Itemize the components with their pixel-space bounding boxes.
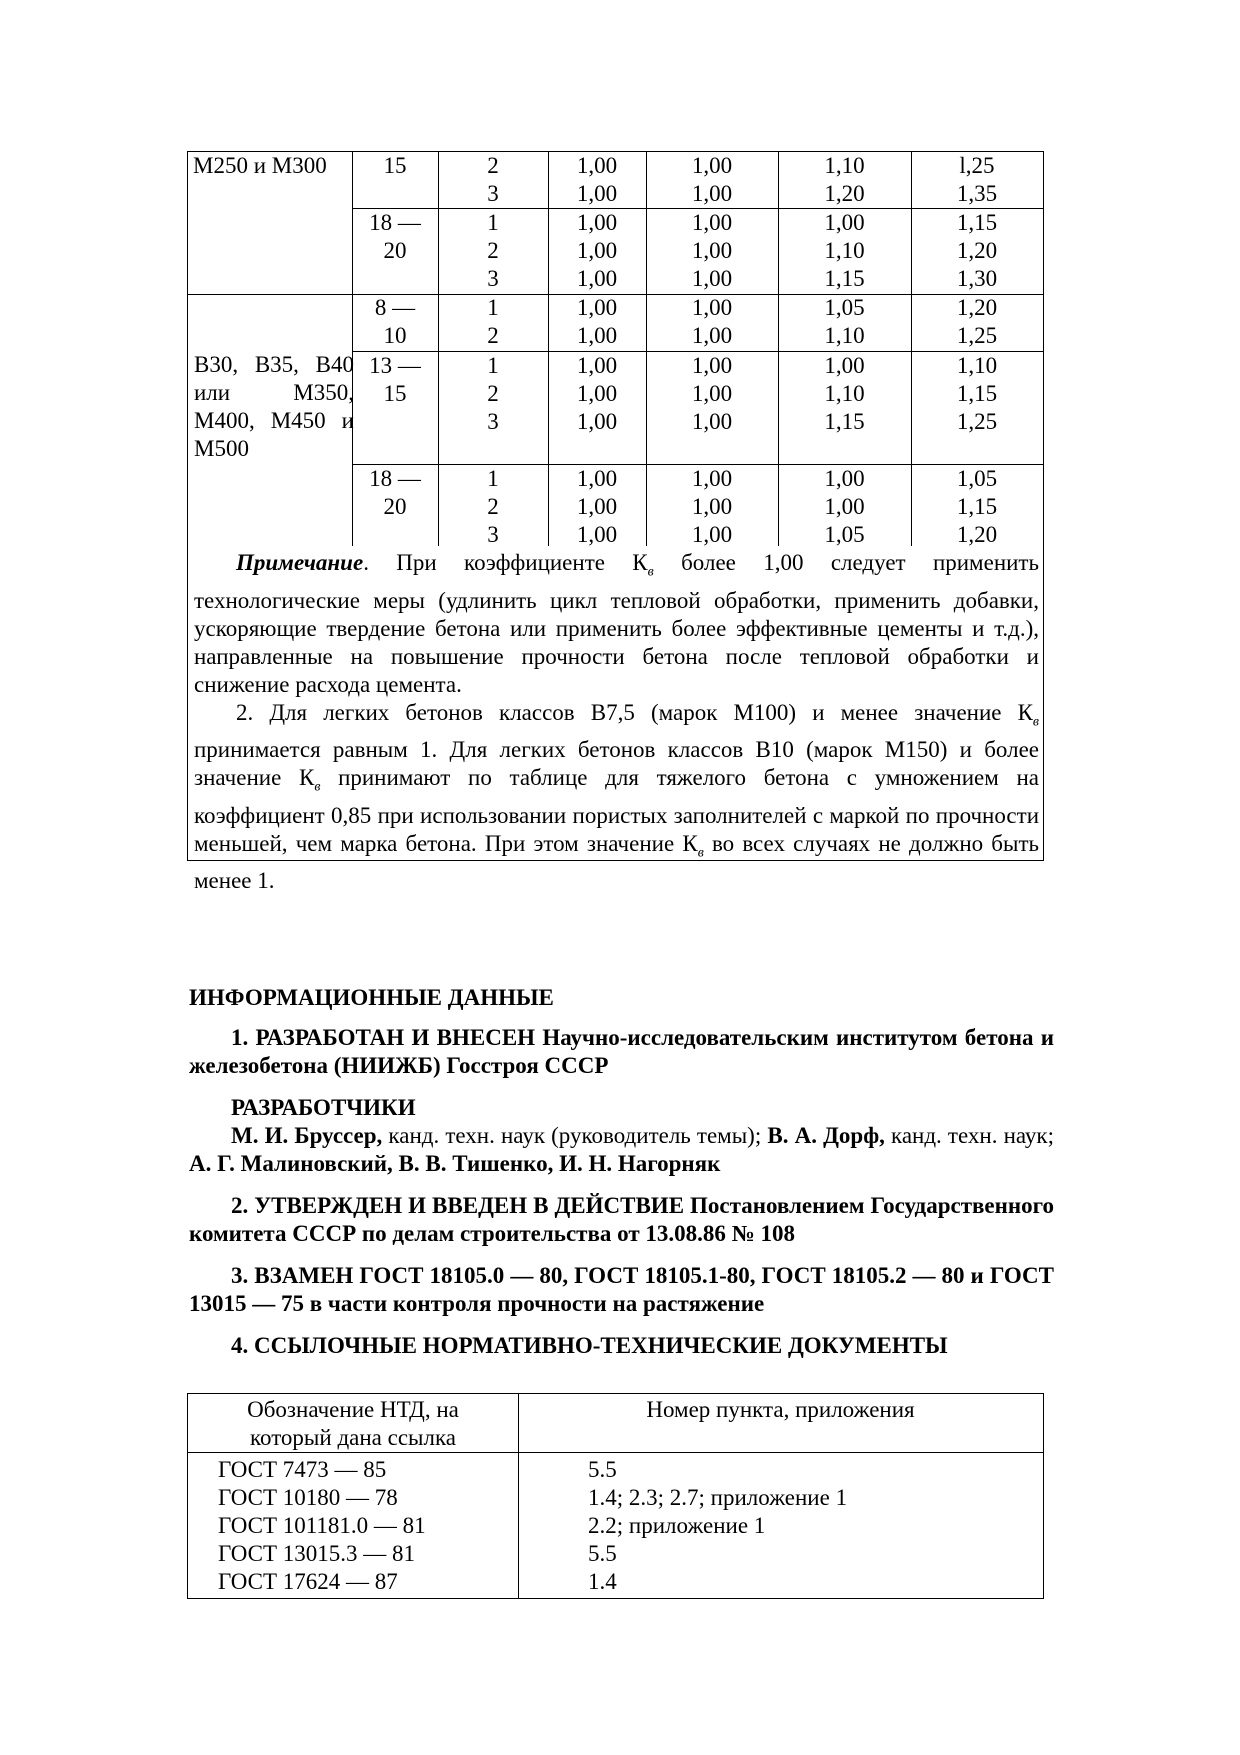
item-cell: 1.4 (588, 1569, 617, 1594)
value-cell: 1 (487, 210, 499, 235)
value-cell: 1,00 (576, 381, 618, 406)
note-paragraph-2 (194, 699, 1039, 896)
note-text: принимают по таблице для тяжелого бетона с умножением на коэффициент 0,85 при использовании пористых заполнителей с маркой по прочности меньшей, чем марка бетона. При этом значение К (194, 765, 1040, 856)
info-item-1: 1. РАЗРАБОТАН И ВНЕСЕН Научно-исследовательским институтом бетона и железобетона (НИИЖБ) Госстроя СССР (189, 1025, 1054, 1078)
value-cell: 1,20 (824, 181, 865, 206)
value-cell: 1,00 (824, 494, 865, 519)
value-cell: 3 (487, 409, 499, 434)
value-cell: 1,00 (691, 295, 733, 320)
value-cell: 1,00 (576, 181, 618, 206)
value-cell: 1,20 (956, 522, 998, 547)
value-cell: 1,00 (691, 409, 733, 434)
info-item-3: 3. ВЗАМЕН ГОСТ 18105.0 — 80, ГОСТ 18105.1-80, ГОСТ 18105.2 — 80 и ГОСТ 13015 — 75 в части контроля прочности на растяжение (189, 1263, 1054, 1316)
age-cell: 15 (383, 381, 407, 406)
value-cell: 1,00 (576, 494, 618, 519)
info-item-4: 4. ССЫЛОЧНЫЕ НОРМАТИВНО-ТЕХНИЧЕСКИЕ ДОКУМЕНТЫ (231, 1333, 948, 1358)
concrete-mark (194, 351, 354, 463)
value-cell: 1,00 (576, 238, 618, 263)
age-cell: 13 — (369, 353, 421, 378)
value-cell: 1 (487, 295, 499, 320)
document-cell: ГОСТ 10180 — 78 (218, 1485, 398, 1510)
value-cell: 1,00 (576, 210, 618, 235)
note-text: . При коэффициенте К (363, 550, 648, 575)
value-cell: 1,00 (576, 353, 618, 378)
coefficient-table (187, 151, 1044, 894)
developer-role: канд. техн. наук; (884, 1123, 1054, 1148)
value-cell: 1,00 (576, 466, 618, 491)
age-cell: 20 (383, 238, 407, 263)
value-cell: 1,00 (576, 295, 618, 320)
value-cell: 1,15 (956, 210, 998, 235)
subscript: в (1032, 714, 1039, 730)
value-cell: 1,10 (824, 381, 865, 406)
value-cell: 1,10 (824, 153, 865, 178)
value-cell: 1,20 (956, 238, 998, 263)
note-text: во всех случаях не должно быть менее 1. (194, 830, 1039, 894)
mark-line: М400, М450 и (194, 408, 354, 433)
value-cell: 1 (487, 353, 499, 378)
note-text: принимается равным 1. Для легких бетонов классов В10 (марок М150) и более значение К (194, 737, 1039, 791)
value-cell: 1,00 (691, 522, 733, 547)
value-cell: 3 (487, 522, 499, 547)
value-cell: 1,15 (824, 409, 865, 434)
column-header-item: Номер пункта, приложения (646, 1397, 915, 1422)
header-line: который дана ссылка (249, 1425, 457, 1450)
developer-role: канд. техн. наук (руководитель темы); (382, 1123, 768, 1148)
note-label: Примечание (236, 550, 364, 575)
mark-line: или М350, (194, 380, 354, 405)
subscript: в (647, 564, 654, 580)
value-cell: 1,00 (691, 323, 733, 348)
note-paragraph-1 (194, 549, 1039, 699)
table-hline (188, 1452, 1043, 1453)
developers-title: РАЗРАБОТЧИКИ (231, 1095, 416, 1120)
value-cell: 1,25 (956, 323, 998, 348)
value-cell: 1,00 (576, 409, 618, 434)
concrete-mark: М250 и М300 (193, 153, 327, 178)
value-cell: 1,00 (691, 238, 733, 263)
subscript: в (314, 779, 321, 795)
value-cell: 1 (487, 466, 499, 491)
value-cell: 2 (487, 238, 499, 263)
value-cell: 1,05 (824, 295, 865, 320)
header-line: Обозначение НТД, на (247, 1397, 459, 1422)
value-cell: 1,00 (691, 466, 733, 491)
age-cell: 8 — (374, 295, 416, 320)
value-cell: l,25 (959, 153, 995, 178)
value-cell: 1,35 (956, 181, 998, 206)
value-cell: 1,20 (956, 295, 998, 320)
value-cell: 1,00 (576, 266, 618, 291)
age-cell: 18 — (369, 466, 421, 491)
value-cell: 1,10 (824, 238, 865, 263)
value-cell: 1,00 (576, 522, 618, 547)
info-item-2: 2. УТВЕРЖДЕН И ВВЕДЕН В ДЕЙСТВИЕ Постановлением Государственного комитета СССР по делам строительства от 13.08.86 № 108 (189, 1193, 1054, 1246)
document-cell: ГОСТ 101181.0 — 81 (218, 1513, 426, 1538)
value-cell: 1,00 (691, 266, 733, 291)
document-cell: ГОСТ 17624 — 87 (218, 1569, 398, 1594)
developer-name: М. И. Бруссер, (231, 1123, 383, 1148)
section-title: ИНФОРМАЦИОННЫЕ ДАННЫЕ (189, 985, 554, 1010)
subscript: в (697, 845, 704, 861)
value-cell: 1,15 (956, 494, 998, 519)
value-cell: 2 (487, 153, 499, 178)
note-text: 2. Для легких бетонов классов В7,5 (марок М100) и менее значение К (236, 699, 1033, 725)
item-cell: 2.2; приложение 1 (588, 1513, 766, 1538)
mark-line: В30, В35, В40 (194, 352, 354, 377)
value-cell: 1,15 (956, 381, 998, 406)
value-cell: 1,30 (956, 266, 998, 291)
age-cell: 10 (383, 323, 407, 348)
column-header-document (188, 1396, 518, 1452)
info-section (189, 984, 1054, 1360)
note-text: более 1,00 следует применить технологические меры (удлинить цикл тепловой обработки, применить добавки, ускоряющие твердение бетона или применить более эффективные цементы и т.д.), направленные на повышение прочности бетона после тепловой обработки и снижение расхода цемента. (194, 550, 1039, 697)
value-cell: 1,00 (824, 466, 865, 491)
document-cell: ГОСТ 13015.3 — 81 (218, 1541, 416, 1566)
value-cell: 1,00 (691, 494, 733, 519)
item-cell: 5.5 (588, 1457, 617, 1482)
value-cell: 1,00 (691, 210, 733, 235)
mark-line: М500 (194, 436, 249, 461)
reference-table (187, 1393, 1044, 1599)
developer-name: В. А. Дорф, (767, 1123, 885, 1148)
value-cell: 1,00 (691, 353, 733, 378)
value-cell: 2 (487, 323, 499, 348)
value-cell: 1,00 (576, 323, 618, 348)
value-cell: 2 (487, 381, 499, 406)
value-cell: 2 (487, 494, 499, 519)
value-cell: 1,10 (824, 323, 865, 348)
document-cell: ГОСТ 7473 — 85 (218, 1457, 387, 1482)
table-note (194, 549, 1039, 895)
value-cell: 1,00 (824, 210, 865, 235)
value-cell: 1,25 (956, 409, 998, 434)
value-cell: 1,05 (956, 466, 998, 491)
table-vline (518, 1394, 519, 1598)
value-cell: 1,15 (824, 266, 865, 291)
value-cell: 1,00 (824, 353, 865, 378)
item-cell: 1.4; 2.3; 2.7; приложение 1 (588, 1485, 848, 1510)
value-cell: 1,10 (956, 353, 998, 378)
value-cell: 1,00 (691, 153, 733, 178)
value-cell: 1,00 (576, 153, 618, 178)
value-cell: 1,00 (691, 181, 733, 206)
developer-names: А. Г. Малиновский, В. В. Тишенко, И. Н. Нагорняк (189, 1151, 721, 1176)
age-cell: 18 — (369, 210, 421, 235)
value-cell: 1,05 (824, 522, 865, 547)
age-cell: 20 (383, 494, 407, 519)
value-cell: 3 (487, 181, 499, 206)
item-cell: 5.5 (588, 1541, 617, 1566)
value-cell: 1,00 (691, 381, 733, 406)
developers-list (189, 1122, 1054, 1178)
value-cell: 3 (487, 266, 499, 291)
age-cell: 15 (383, 153, 407, 178)
